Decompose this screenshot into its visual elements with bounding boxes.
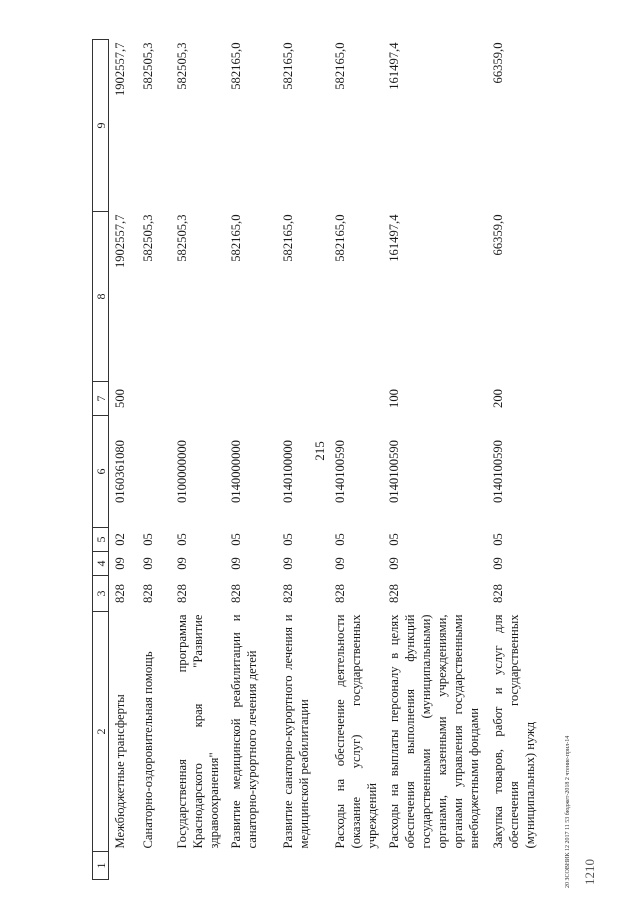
table-row bbox=[109, 40, 137, 880]
row-col-1 bbox=[137, 852, 171, 880]
row-code-4: 09 bbox=[386, 557, 401, 570]
row-code-4: 09 bbox=[490, 557, 505, 570]
table-body bbox=[109, 40, 555, 880]
header-col-2: 2 bbox=[93, 612, 109, 852]
row-name: Санаторно-оздоровительная помощь bbox=[140, 651, 155, 849]
row-code-6: 0140100590 bbox=[332, 440, 347, 503]
document-code: 20 ЗСОВНИК 12 2017 11 53 бюджет-2018 2 чтение-прил-14 bbox=[565, 735, 571, 888]
row-code-3: 828 bbox=[280, 584, 295, 603]
row-code-3: 828 bbox=[113, 584, 127, 603]
table-row bbox=[225, 40, 277, 880]
row-amount-8: 66359,0 bbox=[490, 214, 505, 256]
row-code-5: 05 bbox=[332, 533, 347, 546]
row-name: Развитие медицинской реабилитации и санаторно-курортного лечения детей bbox=[228, 614, 259, 849]
row-name: Закупка товаров, работ и услуг для обеспечения государственных (муниципальных) нужд bbox=[490, 614, 537, 849]
row-amount-8: 161497,4 bbox=[386, 214, 401, 262]
row-code-4: 09 bbox=[332, 557, 347, 570]
row-code-6: 0160361080 bbox=[113, 440, 127, 503]
row-code-7: 200 bbox=[490, 389, 505, 408]
table-row bbox=[329, 40, 383, 880]
header-col-4: 4 bbox=[93, 552, 109, 576]
table-row bbox=[277, 40, 329, 880]
row-amount-8: 1902557,7 bbox=[113, 214, 127, 269]
row-code-3: 828 bbox=[490, 584, 505, 603]
row-amount-9: 161497,4 bbox=[386, 42, 401, 90]
header-col-3: 3 bbox=[93, 576, 109, 612]
row-name: Развитие санаторно-курортного лечения и медицинской реабилитации bbox=[280, 614, 311, 849]
row-code-5: 05 bbox=[386, 533, 401, 546]
row-code-7 bbox=[277, 382, 329, 416]
row-code-6: 0100000000 bbox=[174, 440, 189, 503]
row-name: Расходы на выплаты персоналу в целях обеспечения выполнения функций государственными (муниципальными) органами, казенными учреждениями, органами управления государственными внебюджетными фондами bbox=[386, 614, 481, 849]
row-amount-9: 582165,0 bbox=[228, 42, 243, 90]
row-code-7: 500 bbox=[113, 389, 127, 408]
row-amount-9: 582165,0 bbox=[280, 42, 295, 90]
row-col-1 bbox=[329, 852, 383, 880]
row-code-5: 02 bbox=[113, 533, 127, 546]
row-code-7 bbox=[137, 382, 171, 416]
row-amount-8: 582165,0 bbox=[280, 214, 295, 262]
row-amount-9: 66359,0 bbox=[490, 42, 505, 84]
row-code-5: 05 bbox=[174, 533, 189, 546]
row-col-1 bbox=[383, 852, 487, 880]
row-code-4: 09 bbox=[228, 557, 243, 570]
row-code-4: 09 bbox=[140, 557, 155, 570]
row-code-7: 100 bbox=[386, 389, 401, 408]
row-code-6: 0140100590 bbox=[490, 440, 505, 503]
row-amount-8: 582505,3 bbox=[174, 214, 189, 262]
row-name: Государственная программа Краснодарского края "Развитие здравоохранения" bbox=[174, 614, 221, 849]
row-code-4: 09 bbox=[113, 557, 127, 570]
row-name: Расходы на обеспечение деятельности (оказание услуг) государственных учреждений bbox=[332, 614, 379, 849]
table-row bbox=[171, 40, 225, 880]
header-col-7: 7 bbox=[93, 382, 109, 416]
row-code-4: 09 bbox=[174, 557, 189, 570]
header-col-6: 6 bbox=[93, 416, 109, 528]
budget-table bbox=[92, 39, 555, 880]
row-amount-9: 582505,3 bbox=[174, 42, 189, 90]
header-row bbox=[93, 40, 109, 880]
row-amount-9: 582165,0 bbox=[332, 42, 347, 90]
row-code-5: 05 bbox=[280, 533, 295, 546]
row-code-5: 05 bbox=[140, 533, 155, 546]
row-code-7 bbox=[225, 382, 277, 416]
row-code-3: 828 bbox=[386, 584, 401, 603]
row-code-3: 828 bbox=[140, 584, 155, 603]
header-col-9: 9 bbox=[93, 40, 109, 212]
row-code-5: 05 bbox=[490, 533, 505, 546]
rotated-page bbox=[92, 40, 542, 880]
row-code-5: 05 bbox=[228, 533, 243, 546]
row-amount-8: 582165,0 bbox=[332, 214, 347, 262]
row-code-3: 828 bbox=[174, 584, 189, 603]
row-code-6: 0140100000 bbox=[280, 440, 295, 503]
row-code-3: 828 bbox=[332, 584, 347, 603]
row-col-1 bbox=[225, 852, 277, 880]
table-row bbox=[487, 40, 555, 880]
row-col-1 bbox=[277, 852, 329, 880]
page-number: 215 bbox=[312, 441, 327, 461]
row-amount-8: 582505,3 bbox=[140, 214, 155, 262]
row-code-4: 09 bbox=[280, 557, 295, 570]
table-row bbox=[137, 40, 171, 880]
row-col-1 bbox=[109, 852, 137, 880]
row-col-1 bbox=[171, 852, 225, 880]
header-col-5: 5 bbox=[93, 528, 109, 552]
row-col-1 bbox=[487, 852, 555, 880]
page-stamp: 1210 bbox=[582, 859, 597, 885]
header-col-1: 1 bbox=[93, 852, 109, 880]
row-code-6: 0140000000 bbox=[228, 440, 243, 503]
table-row bbox=[383, 40, 487, 880]
row-code-6: 0140100590 bbox=[386, 440, 401, 503]
row-name: Межбюджетные трансферты bbox=[113, 694, 127, 849]
row-amount-9: 1902557,7 bbox=[113, 42, 127, 97]
row-code-3: 828 bbox=[228, 584, 243, 603]
row-code-7 bbox=[329, 382, 383, 416]
row-amount-8: 582165,0 bbox=[228, 214, 243, 262]
row-code-6 bbox=[137, 416, 171, 528]
row-code-7 bbox=[171, 382, 225, 416]
row-amount-9: 582505,3 bbox=[140, 42, 155, 90]
header-col-8: 8 bbox=[93, 212, 109, 382]
